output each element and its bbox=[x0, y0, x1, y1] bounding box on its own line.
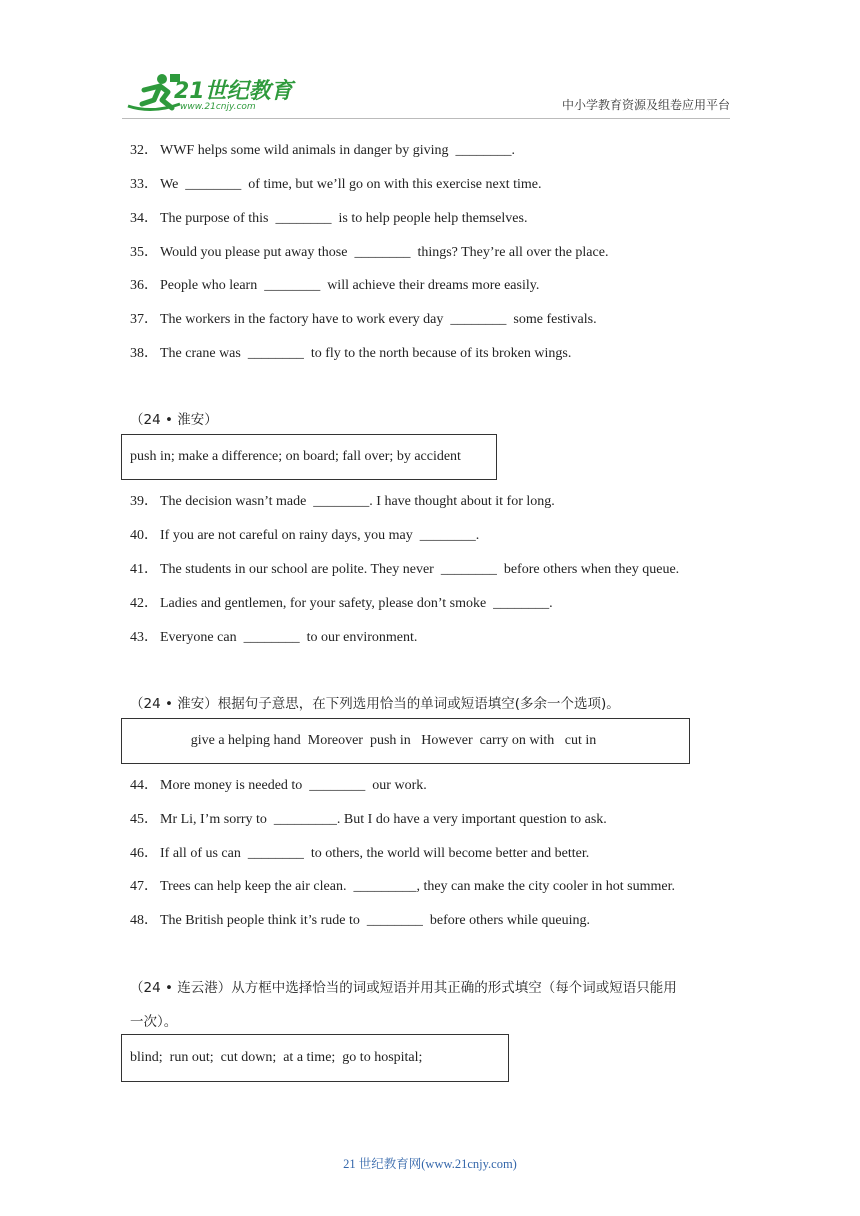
footer-site-link[interactable]: 21 世纪教育网(www.21cnjy.com) bbox=[343, 1157, 517, 1171]
question-45: 45． Mr Li, I’m sorry to _________. But I do have a very important question to ask. bbox=[130, 812, 607, 827]
question-46: 46． If all of us can ________ to others, the world will become better and better. bbox=[130, 846, 590, 861]
question-47: 47． Trees can help keep the air clean. _________, they can make the city cooler in hot summer. bbox=[130, 879, 675, 894]
logo-text: 21世纪教育 bbox=[174, 79, 293, 104]
question-43: 43． Everyone can ________ to our environment. bbox=[130, 630, 418, 645]
word-bank-text: give a helping hand Moreover push in However carry on with cut in bbox=[190, 733, 597, 748]
logo-url: www.21cnjy.com bbox=[180, 102, 256, 112]
section-source-lianyungang-cont: 一次）。 bbox=[130, 1014, 178, 1030]
question-39: 39． The decision wasn’t made ________. I have thought about it for long. bbox=[130, 494, 555, 509]
question-37: 37． The workers in the factory have to work every day ________ some festivals. bbox=[130, 312, 597, 327]
section-source-huaian-1: （24 • 淮安） bbox=[130, 412, 218, 428]
word-bank-box bbox=[121, 1034, 509, 1082]
word-bank-text: push in; make a difference; on board; fall over; by accident bbox=[130, 449, 461, 464]
section-source-huaian-2: （24 • 淮安）根据句子意思，在下列选用恰当的单词或短语填空(多余一个选项)。 bbox=[130, 696, 620, 712]
section-source-lianyungang: （24 • 连云港）从方框中选择恰当的词或短语并用其正确的形式填空（每个词或短语只能用 bbox=[130, 980, 677, 996]
question-40: 40． If you are not careful on rainy days, you may ________. bbox=[130, 528, 480, 543]
word-bank-text: blind; run out; cut down; at a time; go to hospital; bbox=[130, 1050, 423, 1065]
question-32: 32． WWF helps some wild animals in danger by giving ________. bbox=[130, 143, 516, 158]
question-33: 33． We ________ of time, but we’ll go on with this exercise next time. bbox=[130, 177, 542, 192]
site-logo bbox=[122, 70, 292, 116]
question-36: 36． People who learn ________ will achieve their dreams more easily. bbox=[130, 278, 540, 293]
question-48: 48． The British people think it’s rude to ________ before others while queuing. bbox=[130, 913, 591, 928]
header-tagline: 中小学教育资源及组卷应用平台 bbox=[561, 98, 730, 112]
question-41: 41． The students in our school are polite. They never ________ before others when they queue. bbox=[130, 562, 680, 577]
question-35: 35． Would you please put away those ________ things? They’re all over the place. bbox=[130, 245, 609, 260]
word-bank-box bbox=[121, 434, 497, 480]
question-34: 34． The purpose of this ________ is to help people help themselves. bbox=[130, 211, 528, 226]
question-42: 42． Ladies and gentlemen, for your safety, please don’t smoke ________. bbox=[130, 596, 553, 611]
question-38: 38． The crane was ________ to fly to the north because of its broken wings. bbox=[130, 346, 572, 361]
question-44: 44． More money is needed to ________ our work. bbox=[130, 778, 427, 793]
word-bank-box bbox=[121, 718, 690, 764]
header-divider bbox=[122, 118, 730, 119]
